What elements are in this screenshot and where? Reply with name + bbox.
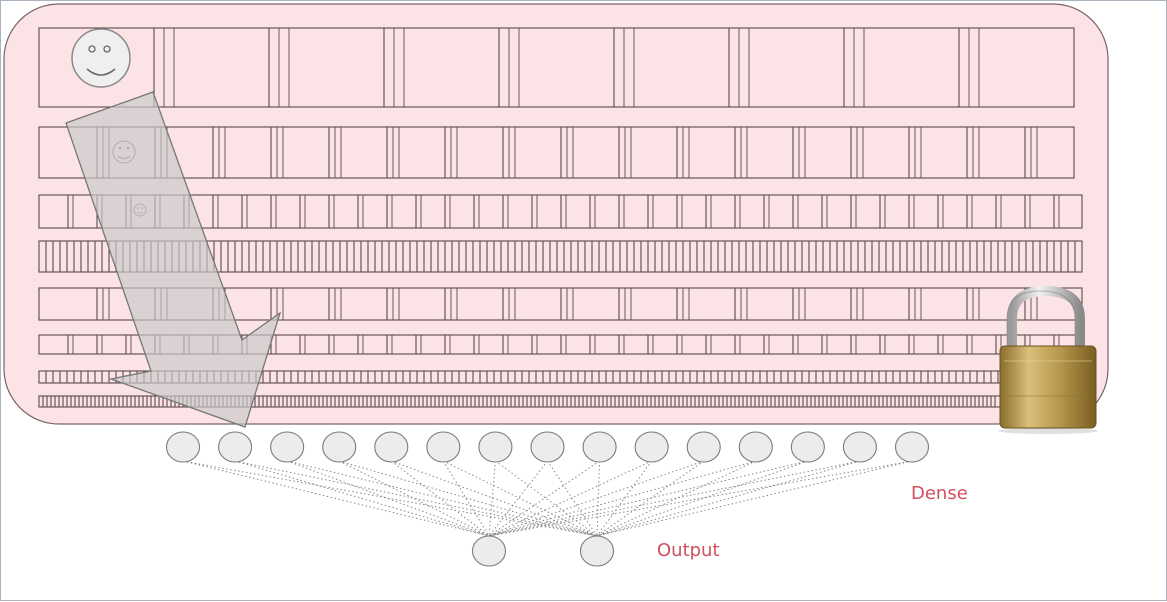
dense-node (583, 432, 616, 462)
dense-node (323, 432, 356, 462)
connection (489, 461, 860, 536)
connection (597, 461, 912, 536)
connection (597, 461, 860, 536)
connection (391, 461, 597, 536)
dense-node (427, 432, 460, 462)
output-layer (473, 536, 614, 566)
connection (489, 461, 652, 536)
connection (489, 461, 600, 536)
dense-node (896, 432, 929, 462)
network-diagram (1, 1, 1167, 602)
dense-output-connections (183, 461, 912, 536)
dense-node (635, 432, 668, 462)
dense-node (375, 432, 408, 462)
connection (339, 461, 597, 536)
dense-node (271, 432, 304, 462)
dense-node (531, 432, 564, 462)
dense-node (791, 432, 824, 462)
dense-layer-label: Dense (911, 483, 968, 504)
dense-node (219, 432, 252, 462)
face-icon (72, 29, 130, 87)
connection (489, 461, 495, 536)
dense-node (739, 432, 772, 462)
connection (391, 461, 489, 536)
connection (287, 461, 597, 536)
output-layer-label: Output (657, 540, 720, 561)
dense-node (843, 432, 876, 462)
dense-layer (167, 432, 929, 462)
connection (489, 461, 808, 536)
connection (489, 461, 704, 536)
output-node (581, 536, 614, 566)
dense-node (479, 432, 512, 462)
connection (489, 461, 756, 536)
connection (235, 461, 597, 536)
connection (489, 461, 912, 536)
connection (548, 461, 598, 536)
connection (597, 461, 704, 536)
dense-node (687, 432, 720, 462)
output-node (473, 536, 506, 566)
dense-node (167, 432, 200, 462)
